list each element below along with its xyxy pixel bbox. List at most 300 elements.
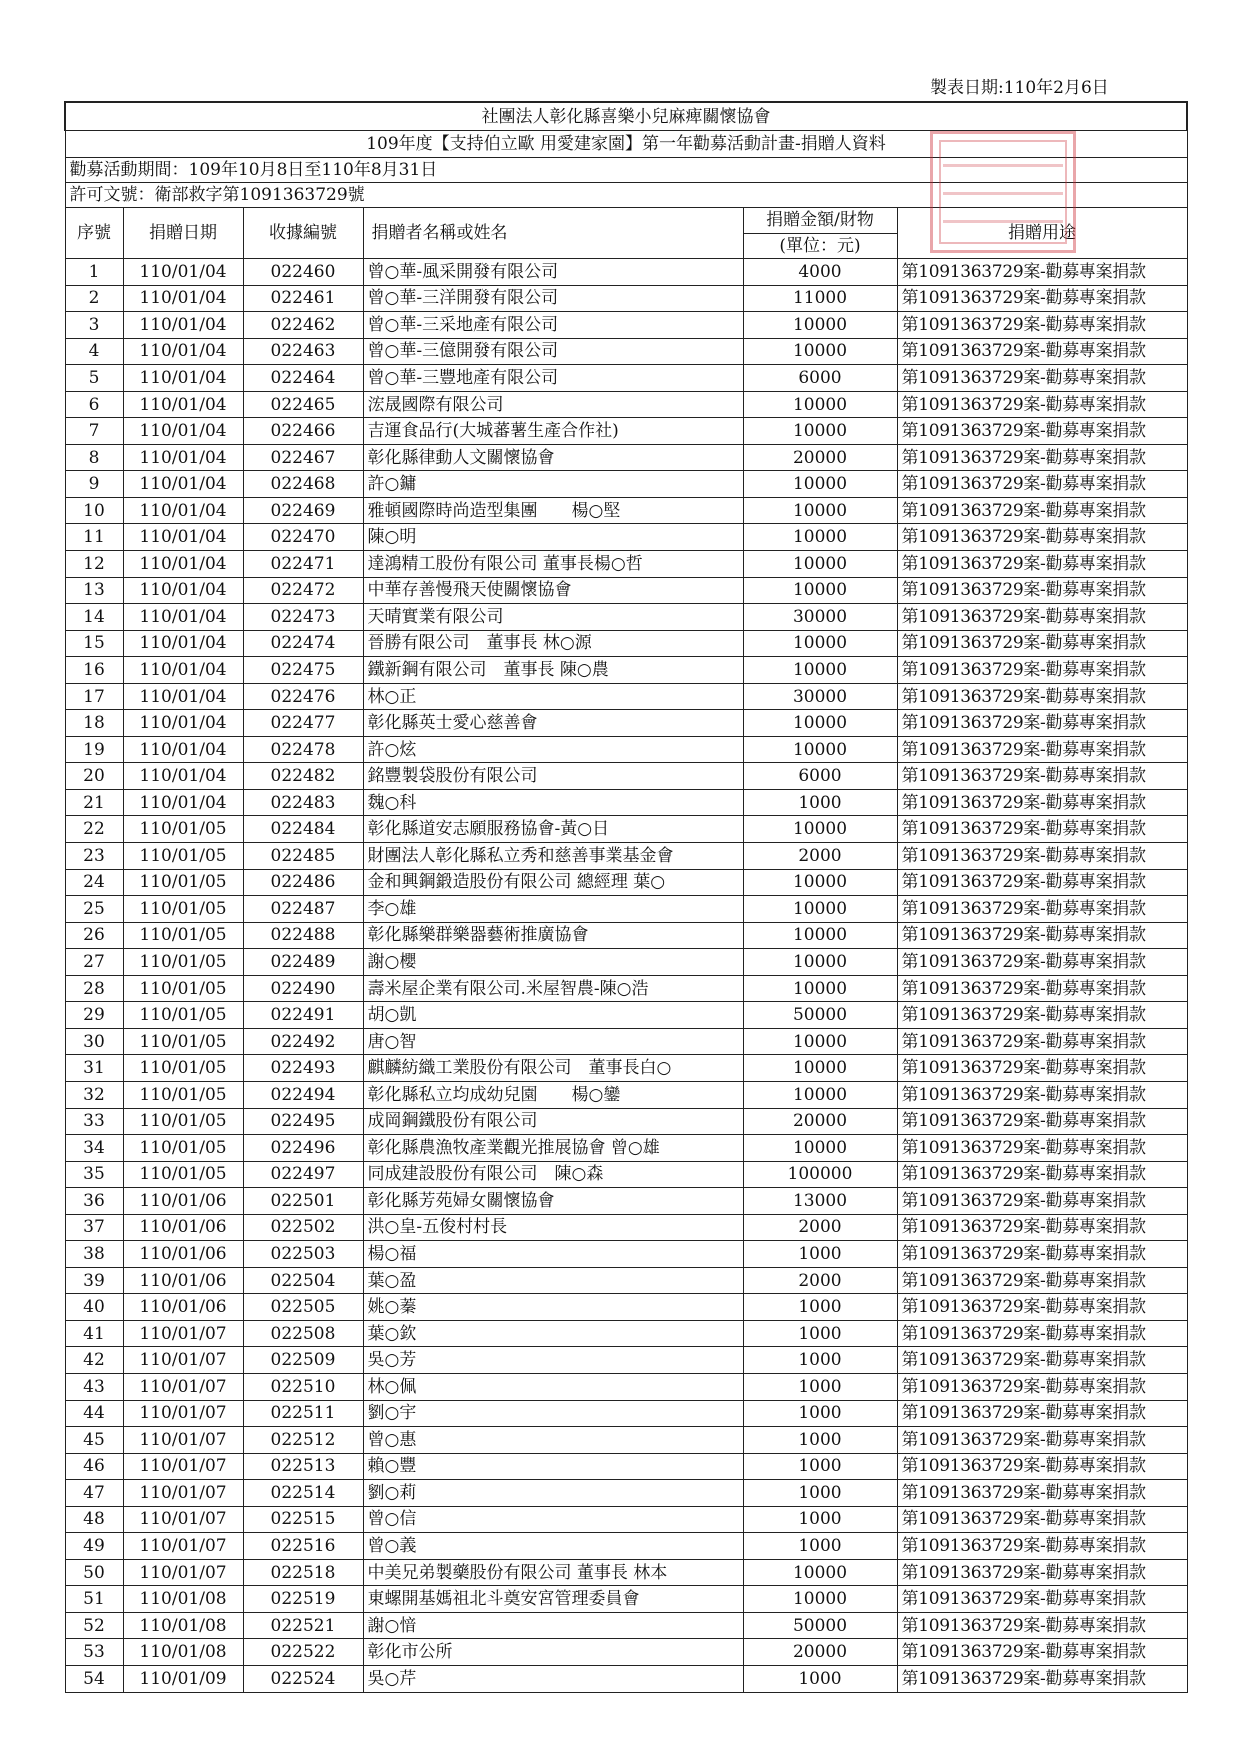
row-date: 110/01/06: [123, 1241, 243, 1268]
row-seq: 20: [65, 763, 123, 790]
row-amount: 10000: [743, 710, 897, 737]
table-row: [65, 1002, 1187, 1029]
row-purpose: 第1091363729案-勸募專案捐款: [897, 1533, 1187, 1560]
row-amount: 10000: [743, 657, 897, 684]
row-donor-name: 達鴻精工股份有限公司 董事長楊○哲: [363, 551, 743, 578]
table-row: [65, 816, 1187, 843]
table-row: [65, 1214, 1187, 1241]
row-receipt: 022497: [243, 1161, 363, 1188]
row-amount: 1000: [743, 1320, 897, 1347]
row-donor-name: 銘豐製袋股份有限公司: [363, 763, 743, 790]
row-donor-name: 鐵新鋼有限公司 董事長 陳○農: [363, 657, 743, 684]
permit-number: 許可文號：衛部救字第1091363729號: [65, 183, 1187, 208]
row-purpose: 第1091363729案-勸募專案捐款: [897, 1267, 1187, 1294]
table-row: [65, 1267, 1187, 1294]
row-receipt: 022475: [243, 657, 363, 684]
table-row: [65, 896, 1187, 923]
table-row: [65, 1665, 1187, 1692]
table-row: [65, 1188, 1187, 1215]
row-amount: 1000: [743, 789, 897, 816]
row-amount: 1000: [743, 1294, 897, 1321]
table-row: [65, 524, 1187, 551]
table-row: [65, 1347, 1187, 1374]
row-receipt: 022461: [243, 285, 363, 312]
row-seq: 12: [65, 551, 123, 578]
row-donor-name: 成岡鋼鐵股份有限公司: [363, 1108, 743, 1135]
row-seq: 25: [65, 896, 123, 923]
table-row: [65, 551, 1187, 578]
row-date: 110/01/07: [123, 1480, 243, 1507]
row-donor-name: 賴○豐: [363, 1453, 743, 1480]
row-purpose: 第1091363729案-勸募專案捐款: [897, 816, 1187, 843]
row-donor-name: 姚○蓁: [363, 1294, 743, 1321]
row-purpose: 第1091363729案-勸募專案捐款: [897, 471, 1187, 498]
row-purpose: 第1091363729案-勸募專案捐款: [897, 604, 1187, 631]
row-amount: 10000: [743, 736, 897, 763]
row-seq: 42: [65, 1347, 123, 1374]
row-amount: 100000: [743, 1161, 897, 1188]
row-donor-name: 中華存善慢飛天使關懷協會: [363, 577, 743, 604]
row-seq: 30: [65, 1028, 123, 1055]
table-row: [65, 1506, 1187, 1533]
row-amount: 10000: [743, 922, 897, 949]
row-purpose: 第1091363729案-勸募專案捐款: [897, 1081, 1187, 1108]
row-seq: 51: [65, 1586, 123, 1613]
row-donor-name: 浤晟國際有限公司: [363, 391, 743, 418]
row-donor-name: 天晴實業有限公司: [363, 604, 743, 631]
row-donor-name: 曾○惠: [363, 1427, 743, 1454]
row-receipt: 022463: [243, 338, 363, 365]
row-seq: 31: [65, 1055, 123, 1082]
row-date: 110/01/04: [123, 657, 243, 684]
row-donor-name: 曾○義: [363, 1533, 743, 1560]
row-donor-name: 林○正: [363, 683, 743, 710]
row-date: 110/01/07: [123, 1320, 243, 1347]
table-row: [65, 843, 1187, 870]
row-amount: 13000: [743, 1188, 897, 1215]
row-seq: 32: [65, 1081, 123, 1108]
row-date: 110/01/04: [123, 763, 243, 790]
row-amount: 10000: [743, 949, 897, 976]
table-row: [65, 710, 1187, 737]
row-donor-name: 彰化市公所: [363, 1639, 743, 1666]
row-receipt: 022464: [243, 365, 363, 392]
row-receipt: 022492: [243, 1028, 363, 1055]
row-donor-name: 林○佩: [363, 1373, 743, 1400]
row-seq: 36: [65, 1188, 123, 1215]
row-receipt: 022487: [243, 896, 363, 923]
row-purpose: 第1091363729案-勸募專案捐款: [897, 1108, 1187, 1135]
row-receipt: 022501: [243, 1188, 363, 1215]
row-date: 110/01/04: [123, 444, 243, 471]
row-donor-name: 葉○盈: [363, 1267, 743, 1294]
row-receipt: 022508: [243, 1320, 363, 1347]
row-date: 110/01/07: [123, 1533, 243, 1560]
table-row: [65, 763, 1187, 790]
row-seq: 48: [65, 1506, 123, 1533]
row-purpose: 第1091363729案-勸募專案捐款: [897, 1559, 1187, 1586]
row-date: 110/01/04: [123, 285, 243, 312]
row-seq: 8: [65, 444, 123, 471]
row-receipt: 022502: [243, 1214, 363, 1241]
row-receipt: 022513: [243, 1453, 363, 1480]
row-seq: 4: [65, 338, 123, 365]
table-row: [65, 1241, 1187, 1268]
row-date: 110/01/04: [123, 551, 243, 578]
table-row: [65, 1373, 1187, 1400]
row-amount: 10000: [743, 1559, 897, 1586]
row-donor-name: 彰化縣芳苑婦女關懷協會: [363, 1188, 743, 1215]
row-donor-name: 唐○智: [363, 1028, 743, 1055]
table-row: [65, 1400, 1187, 1427]
row-date: 110/01/05: [123, 1161, 243, 1188]
row-date: 110/01/05: [123, 869, 243, 896]
table-row: [65, 1427, 1187, 1454]
row-donor-name: 麒麟紡織工業股份有限公司 董事長白○: [363, 1055, 743, 1082]
row-receipt: 022521: [243, 1612, 363, 1639]
row-amount: 1000: [743, 1373, 897, 1400]
row-date: 110/01/06: [123, 1188, 243, 1215]
row-amount: 11000: [743, 285, 897, 312]
row-date: 110/01/05: [123, 1002, 243, 1029]
row-amount: 10000: [743, 816, 897, 843]
row-purpose: 第1091363729案-勸募專案捐款: [897, 338, 1187, 365]
row-receipt: 022524: [243, 1665, 363, 1692]
row-purpose: 第1091363729案-勸募專案捐款: [897, 1373, 1187, 1400]
row-amount: 10000: [743, 869, 897, 896]
row-receipt: 022460: [243, 259, 363, 286]
table-row: [65, 259, 1187, 286]
row-amount: 30000: [743, 683, 897, 710]
row-date: 110/01/04: [123, 604, 243, 631]
donor-table: [64, 101, 1188, 1693]
row-purpose: 第1091363729案-勸募專案捐款: [897, 1320, 1187, 1347]
row-receipt: 022470: [243, 524, 363, 551]
row-date: 110/01/05: [123, 1028, 243, 1055]
row-receipt: 022466: [243, 418, 363, 445]
row-purpose: 第1091363729案-勸募專案捐款: [897, 1427, 1187, 1454]
row-receipt: 022495: [243, 1108, 363, 1135]
row-receipt: 022489: [243, 949, 363, 976]
row-purpose: 第1091363729案-勸募專案捐款: [897, 1347, 1187, 1374]
row-date: 110/01/04: [123, 710, 243, 737]
row-receipt: 022515: [243, 1506, 363, 1533]
table-row: [65, 1612, 1187, 1639]
row-donor-name: 謝○櫻: [363, 949, 743, 976]
row-purpose: 第1091363729案-勸募專案捐款: [897, 365, 1187, 392]
row-date: 110/01/04: [123, 312, 243, 339]
row-date: 110/01/07: [123, 1427, 243, 1454]
table-row: [65, 869, 1187, 896]
row-date: 110/01/07: [123, 1506, 243, 1533]
row-amount: 10000: [743, 1055, 897, 1082]
row-donor-name: 金和興鋼鍛造股份有限公司 總經理 葉○: [363, 869, 743, 896]
row-donor-name: 同成建設股份有限公司 陳○森: [363, 1161, 743, 1188]
row-purpose: 第1091363729案-勸募專案捐款: [897, 1188, 1187, 1215]
row-purpose: 第1091363729案-勸募專案捐款: [897, 1639, 1187, 1666]
row-seq: 22: [65, 816, 123, 843]
row-donor-name: 曾○華-三豐地產有限公司: [363, 365, 743, 392]
table-row: [65, 1161, 1187, 1188]
header-receipt: 收據編號: [243, 208, 363, 259]
row-purpose: 第1091363729案-勸募專案捐款: [897, 1480, 1187, 1507]
row-donor-name: 葉○欽: [363, 1320, 743, 1347]
header-purpose: 捐贈用途: [897, 208, 1187, 259]
row-amount: 6000: [743, 365, 897, 392]
table-row: [65, 444, 1187, 471]
row-receipt: 022511: [243, 1400, 363, 1427]
row-seq: 18: [65, 710, 123, 737]
row-seq: 38: [65, 1241, 123, 1268]
row-donor-name: 彰化縣樂群樂器藝術推廣協會: [363, 922, 743, 949]
row-purpose: 第1091363729案-勸募專案捐款: [897, 1612, 1187, 1639]
row-amount: 10000: [743, 391, 897, 418]
row-donor-name: 中美兄弟製藥股份有限公司 董事長 林本: [363, 1559, 743, 1586]
row-seq: 34: [65, 1135, 123, 1162]
row-date: 110/01/05: [123, 1108, 243, 1135]
row-purpose: 第1091363729案-勸募專案捐款: [897, 736, 1187, 763]
row-donor-name: 洪○皇-五俊村村長: [363, 1214, 743, 1241]
row-amount: 10000: [743, 577, 897, 604]
row-seq: 13: [65, 577, 123, 604]
row-purpose: 第1091363729案-勸募專案捐款: [897, 1241, 1187, 1268]
row-receipt: 022462: [243, 312, 363, 339]
row-date: 110/01/04: [123, 471, 243, 498]
row-purpose: 第1091363729案-勸募專案捐款: [897, 1453, 1187, 1480]
row-donor-name: 劉○宇: [363, 1400, 743, 1427]
row-date: 110/01/07: [123, 1373, 243, 1400]
row-date: 110/01/09: [123, 1665, 243, 1692]
row-seq: 6: [65, 391, 123, 418]
row-date: 110/01/04: [123, 577, 243, 604]
row-receipt: 022467: [243, 444, 363, 471]
row-seq: 16: [65, 657, 123, 684]
row-receipt: 022519: [243, 1586, 363, 1613]
row-seq: 52: [65, 1612, 123, 1639]
row-amount: 10000: [743, 1586, 897, 1613]
row-date: 110/01/05: [123, 1081, 243, 1108]
row-seq: 5: [65, 365, 123, 392]
row-purpose: 第1091363729案-勸募專案捐款: [897, 577, 1187, 604]
row-donor-name: 彰化縣道安志願服務協會-黃○日: [363, 816, 743, 843]
row-seq: 10: [65, 497, 123, 524]
row-receipt: 022478: [243, 736, 363, 763]
row-donor-name: 曾○華-三億開發有限公司: [363, 338, 743, 365]
row-seq: 45: [65, 1427, 123, 1454]
table-row: [65, 1135, 1187, 1162]
row-receipt: 022510: [243, 1373, 363, 1400]
row-amount: 20000: [743, 1639, 897, 1666]
row-receipt: 022482: [243, 763, 363, 790]
row-donor-name: 彰化縣私立均成幼兒園 楊○鑾: [363, 1081, 743, 1108]
row-date: 110/01/04: [123, 524, 243, 551]
row-purpose: 第1091363729案-勸募專案捐款: [897, 1214, 1187, 1241]
row-amount: 20000: [743, 444, 897, 471]
row-seq: 47: [65, 1480, 123, 1507]
header-name: 捐贈者名稱或姓名: [363, 208, 743, 259]
row-seq: 44: [65, 1400, 123, 1427]
row-receipt: 022503: [243, 1241, 363, 1268]
row-date: 110/01/04: [123, 630, 243, 657]
row-purpose: 第1091363729案-勸募專案捐款: [897, 763, 1187, 790]
row-receipt: 022474: [243, 630, 363, 657]
row-donor-name: 吳○芹: [363, 1665, 743, 1692]
row-seq: 19: [65, 736, 123, 763]
row-seq: 14: [65, 604, 123, 631]
row-amount: 1000: [743, 1427, 897, 1454]
row-amount: 10000: [743, 524, 897, 551]
row-donor-name: 胡○凱: [363, 1002, 743, 1029]
row-amount: 1000: [743, 1480, 897, 1507]
row-purpose: 第1091363729案-勸募專案捐款: [897, 896, 1187, 923]
table-row: [65, 922, 1187, 949]
row-purpose: 第1091363729案-勸募專案捐款: [897, 1665, 1187, 1692]
campaign-period: 勸募活動期間：109年10月8日至110年8月31日: [65, 158, 1187, 183]
row-seq: 33: [65, 1108, 123, 1135]
row-receipt: 022514: [243, 1480, 363, 1507]
row-receipt: 022469: [243, 497, 363, 524]
row-date: 110/01/04: [123, 391, 243, 418]
row-date: 110/01/05: [123, 1055, 243, 1082]
row-donor-name: 曾○華-三采地產有限公司: [363, 312, 743, 339]
row-amount: 50000: [743, 1612, 897, 1639]
row-amount: 20000: [743, 1108, 897, 1135]
row-donor-name: 財團法人彰化縣私立秀和慈善事業基金會: [363, 843, 743, 870]
row-donor-name: 吳○芳: [363, 1347, 743, 1374]
row-receipt: 022484: [243, 816, 363, 843]
row-seq: 24: [65, 869, 123, 896]
row-date: 110/01/07: [123, 1559, 243, 1586]
row-purpose: 第1091363729案-勸募專案捐款: [897, 922, 1187, 949]
row-purpose: 第1091363729案-勸募專案捐款: [897, 975, 1187, 1002]
row-donor-name: 東螺開基媽祖北斗奠安宮管理委員會: [363, 1586, 743, 1613]
table-row: [65, 683, 1187, 710]
row-amount: 10000: [743, 1135, 897, 1162]
document-title: 社團法人彰化縣喜樂小兒麻痺關懷協會: [65, 102, 1187, 131]
row-seq: 15: [65, 630, 123, 657]
row-seq: 53: [65, 1639, 123, 1666]
row-date: 110/01/05: [123, 896, 243, 923]
row-receipt: 022493: [243, 1055, 363, 1082]
table-row: [65, 949, 1187, 976]
row-purpose: 第1091363729案-勸募專案捐款: [897, 524, 1187, 551]
row-date: 110/01/04: [123, 683, 243, 710]
row-seq: 43: [65, 1373, 123, 1400]
row-receipt: 022496: [243, 1135, 363, 1162]
row-date: 110/01/08: [123, 1612, 243, 1639]
table-row: [65, 1108, 1187, 1135]
row-seq: 46: [65, 1453, 123, 1480]
table-row: [65, 1533, 1187, 1560]
row-donor-name: 劉○莉: [363, 1480, 743, 1507]
row-receipt: 022473: [243, 604, 363, 631]
row-seq: 27: [65, 949, 123, 976]
table-row: [65, 471, 1187, 498]
row-donor-name: 彰化縣律動人文關懷協會: [363, 444, 743, 471]
row-amount: 10000: [743, 338, 897, 365]
row-seq: 35: [65, 1161, 123, 1188]
row-purpose: 第1091363729案-勸募專案捐款: [897, 285, 1187, 312]
row-seq: 29: [65, 1002, 123, 1029]
row-amount: 10000: [743, 1028, 897, 1055]
row-purpose: 第1091363729案-勸募專案捐款: [897, 949, 1187, 976]
table-row: [65, 789, 1187, 816]
row-seq: 7: [65, 418, 123, 445]
row-receipt: 022488: [243, 922, 363, 949]
table-row: [65, 1294, 1187, 1321]
row-seq: 2: [65, 285, 123, 312]
row-seq: 11: [65, 524, 123, 551]
row-amount: 10000: [743, 418, 897, 445]
row-amount: 1000: [743, 1241, 897, 1268]
row-purpose: 第1091363729案-勸募專案捐款: [897, 259, 1187, 286]
row-donor-name: 謝○愔: [363, 1612, 743, 1639]
row-receipt: 022485: [243, 843, 363, 870]
row-seq: 26: [65, 922, 123, 949]
row-purpose: 第1091363729案-勸募專案捐款: [897, 418, 1187, 445]
row-date: 110/01/07: [123, 1453, 243, 1480]
row-donor-name: 彰化縣英士愛心慈善會: [363, 710, 743, 737]
table-row: [65, 285, 1187, 312]
row-seq: 17: [65, 683, 123, 710]
row-purpose: 第1091363729案-勸募專案捐款: [897, 1002, 1187, 1029]
table-row: [65, 312, 1187, 339]
row-seq: 49: [65, 1533, 123, 1560]
row-date: 110/01/04: [123, 259, 243, 286]
row-donor-name: 曾○信: [363, 1506, 743, 1533]
table-row: [65, 577, 1187, 604]
row-purpose: 第1091363729案-勸募專案捐款: [897, 630, 1187, 657]
row-donor-name: 李○雄: [363, 896, 743, 923]
row-amount: 50000: [743, 1002, 897, 1029]
table-row: [65, 497, 1187, 524]
row-receipt: 022516: [243, 1533, 363, 1560]
row-receipt: 022505: [243, 1294, 363, 1321]
row-date: 110/01/04: [123, 789, 243, 816]
row-receipt: 022483: [243, 789, 363, 816]
row-purpose: 第1091363729案-勸募專案捐款: [897, 1161, 1187, 1188]
row-seq: 40: [65, 1294, 123, 1321]
row-seq: 9: [65, 471, 123, 498]
row-seq: 37: [65, 1214, 123, 1241]
row-date: 110/01/07: [123, 1400, 243, 1427]
row-date: 110/01/04: [123, 365, 243, 392]
table-row: [65, 1639, 1187, 1666]
row-donor-name: 吉運食品行(大城蕃薯生產合作社): [363, 418, 743, 445]
header-unit: (單位：元): [743, 233, 897, 259]
row-amount: 1000: [743, 1453, 897, 1480]
row-amount: 1000: [743, 1506, 897, 1533]
row-donor-name: 彰化縣農漁牧產業觀光推展協會 曾○雄: [363, 1135, 743, 1162]
table-row: [65, 657, 1187, 684]
row-amount: 10000: [743, 630, 897, 657]
table-row: [65, 1586, 1187, 1613]
row-donor-name: 魏○科: [363, 789, 743, 816]
row-receipt: 022486: [243, 869, 363, 896]
row-amount: 6000: [743, 763, 897, 790]
table-row: [65, 1028, 1187, 1055]
row-amount: 1000: [743, 1533, 897, 1560]
row-purpose: 第1091363729案-勸募專案捐款: [897, 1400, 1187, 1427]
row-amount: 10000: [743, 551, 897, 578]
row-seq: 39: [65, 1267, 123, 1294]
table-row: [65, 391, 1187, 418]
row-receipt: 022522: [243, 1639, 363, 1666]
table-row: [65, 1055, 1187, 1082]
row-seq: 23: [65, 843, 123, 870]
table-row: [65, 1480, 1187, 1507]
row-receipt: 022472: [243, 577, 363, 604]
